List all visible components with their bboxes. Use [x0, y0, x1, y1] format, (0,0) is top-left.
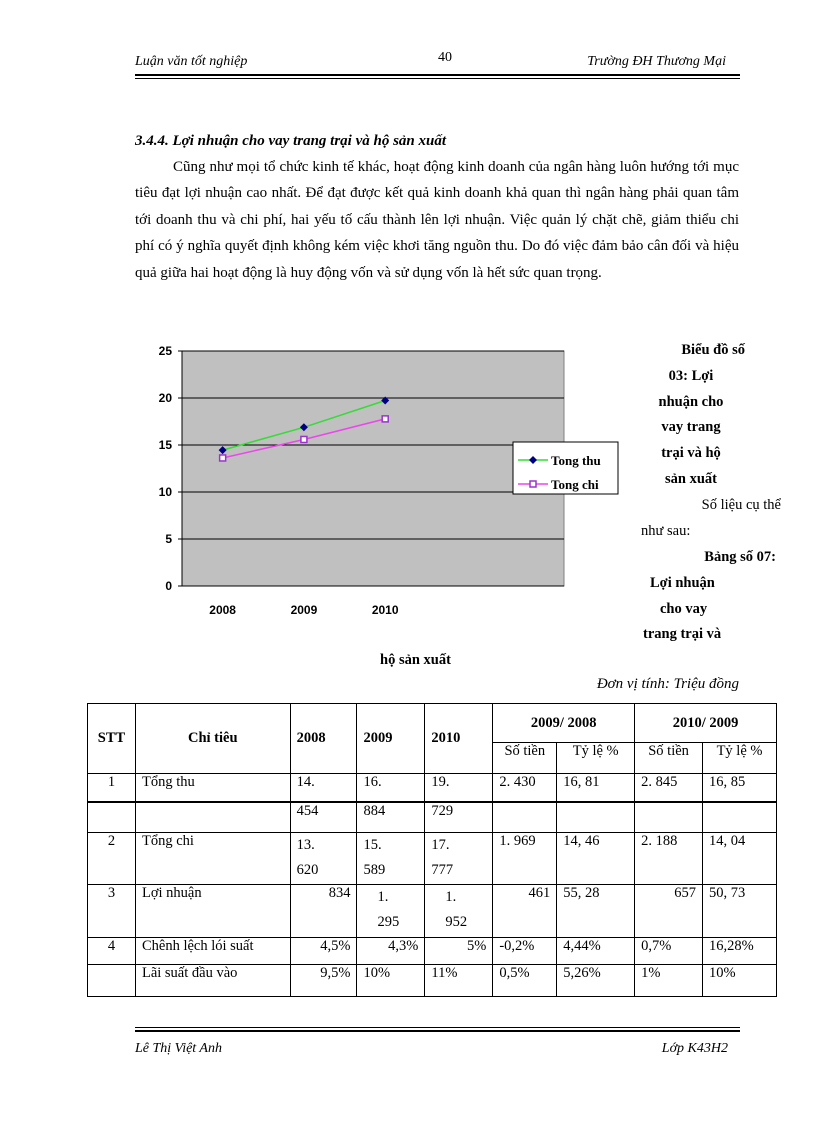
header-rule — [135, 74, 740, 76]
cell-ty-le-2: 16,28% — [703, 938, 777, 965]
y-tick-label: 5 — [165, 532, 172, 546]
header-left: Luận văn tốt nghiệp — [135, 54, 248, 69]
y-tick-label: 25 — [158, 344, 172, 358]
footer-right: Lớp K43H2 — [661, 1041, 728, 1056]
cell-so-tien-2: 0,7% — [635, 938, 703, 965]
header-rule-thin — [135, 78, 740, 79]
header-2010-2009: 2010/ 2009 — [635, 704, 777, 743]
cell-name: Lợi nhuận — [135, 885, 290, 938]
cell-ty-le-1: 4,44% — [557, 938, 635, 965]
cell-ty-le-2: 10% — [703, 965, 777, 997]
data-point — [382, 416, 388, 422]
chart-caption-line: 03: Lợi — [668, 367, 714, 384]
plot-area — [182, 351, 564, 586]
table-caption-line: Lợi nhuận — [650, 574, 715, 591]
table-row — [88, 885, 777, 938]
y-tick-label: 15 — [158, 438, 172, 452]
page-number: 40 — [438, 50, 452, 65]
subheader-so-tien: Số tiền — [635, 743, 703, 774]
cell-ty-le-1: 16, 81 — [557, 774, 635, 802]
footer-rule-thin — [135, 1027, 740, 1028]
profit-table — [87, 703, 777, 997]
y-tick-label: 0 — [165, 579, 172, 593]
cell-so-tien-2: 1% — [635, 965, 703, 997]
cell-so-tien-1: 1. 969 — [493, 833, 557, 885]
footer-left: Lê Thị Việt Anh — [135, 1041, 222, 1056]
table-caption-line: Bảng số 07: — [704, 549, 776, 565]
table-row — [88, 774, 777, 802]
table-caption-last: hộ sản xuất — [380, 652, 451, 668]
header-chi-tieu: Chỉ tiêu — [135, 704, 290, 774]
paragraph-text: Cũng như mọi tổ chức kinh tế khác, hoạt động kinh doanh của ngân hàng luôn hướng tới mục tiêu đạt lợi nhuận cao nhất. Để đạt được kết quả kinh doanh khả quan thì ngân hàng phải quan tâm tới doanh thu và chi phí, hai yếu tố cấu thành lên lợi nhuận. Việc quản lý chặt chẽ, giảm thiểu chi phí có ý nghĩa quyết định không kém việc khơi tăng nguồn thu. Do đó việc đảm bảo cân đối và hiệu quả giữa hai hoạt động là huy động vốn và sử dụng vốn là hết sức quan trọng. — [135, 159, 739, 281]
cell-ty-le-2: 14, 04 — [703, 833, 777, 885]
cell-2010: 5% — [425, 938, 493, 965]
cell-2008: 834 — [290, 885, 357, 938]
cell-2009: 15. 589 — [357, 833, 425, 885]
cell-stt: 4 — [88, 938, 136, 965]
chart-caption-line: sản xuất — [665, 470, 717, 487]
cell-2009: 10% — [357, 965, 425, 997]
data-point — [220, 455, 226, 461]
header-stt: STT — [88, 704, 136, 774]
chart-note — [641, 492, 781, 544]
cell-2008: 9,5% — [290, 965, 357, 997]
chart-note-line: Số liệu cụ thể — [701, 497, 781, 513]
footer-rule — [135, 1030, 740, 1032]
cell-2009: 884 — [357, 802, 425, 833]
cell-2008: 4,5% — [290, 938, 357, 965]
cell-so-tien-2: 657 — [635, 885, 703, 938]
cell-2009: 4,3% — [357, 938, 425, 965]
table-caption-line: cho vay — [660, 600, 708, 617]
chart-caption-line: trại và hộ — [661, 445, 721, 462]
table-row — [88, 833, 777, 885]
cell-ty-le-1 — [557, 802, 635, 833]
cell-so-tien-1: 461 — [493, 885, 557, 938]
cell-stt: 3 — [88, 885, 136, 938]
cell-2010: 19. — [425, 774, 493, 802]
subheader-ty-le: Tỷ lệ % — [557, 743, 635, 774]
cell-ty-le-2: 50, 73 — [703, 885, 777, 938]
cell-2008: 13. 620 — [290, 833, 357, 885]
cell-2010: 729 — [425, 802, 493, 833]
cell-2008: 14. — [290, 774, 357, 802]
cell-so-tien-1: -0,2% — [493, 938, 557, 965]
cell-stt — [88, 965, 136, 997]
cell-ty-le-2 — [703, 802, 777, 833]
cell-2010: 17. 777 — [425, 833, 493, 885]
cell-ty-le-2: 16, 85 — [703, 774, 777, 802]
cell-so-tien-2 — [635, 802, 703, 833]
cell-2010: 11% — [425, 965, 493, 997]
chart-legend — [513, 442, 618, 494]
cell-2009: 16. — [357, 774, 425, 802]
unit-label: Đơn vị tính: Triệu đồng — [596, 676, 739, 692]
header-2010: 2010 — [425, 704, 493, 774]
cell-so-tien-1 — [493, 802, 557, 833]
header-2008: 2008 — [290, 704, 357, 774]
header-2009-2008: 2009/ 2008 — [493, 704, 635, 743]
cell-stt: 1 — [88, 774, 136, 802]
x-axis-ticks — [209, 603, 399, 617]
chart-note-line: như sau: — [641, 523, 691, 539]
cell-name: Chênh lệch lói suất — [135, 938, 290, 965]
x-tick-label: 2008 — [209, 603, 236, 617]
cell-so-tien-1: 0,5% — [493, 965, 557, 997]
cell-name — [135, 802, 290, 833]
cell-name: Tổng thu — [135, 774, 290, 802]
table-row — [88, 802, 777, 833]
header-right: Trường ĐH Thương Mại — [587, 54, 726, 69]
x-tick-label: 2010 — [371, 603, 399, 617]
cell-2008: 454 — [290, 802, 357, 833]
y-tick-label: 10 — [158, 485, 172, 499]
table-row — [88, 938, 777, 965]
cell-stt — [88, 802, 136, 833]
chart-caption-line: nhuận cho — [658, 393, 724, 410]
cell-name: Lãi suất đầu vào — [135, 965, 290, 997]
table-caption-line: trang trại và — [643, 626, 722, 643]
cell-stt: 2 — [88, 833, 136, 885]
line-chart — [140, 340, 625, 625]
table-caption — [640, 545, 776, 648]
data-point — [301, 436, 307, 442]
cell-2010: 1. 952 — [425, 885, 493, 938]
section-paragraph — [135, 154, 739, 286]
cell-ty-le-1: 55, 28 — [557, 885, 635, 938]
cell-name: Tổng chi — [135, 833, 290, 885]
legend-label: Tong thu — [551, 453, 601, 468]
chart-caption-line: vay trang — [661, 419, 721, 436]
section-heading: 3.4.4. Lợi nhuận cho vay trang trại và hộ sản xuất — [135, 133, 447, 149]
chart-caption — [632, 338, 750, 493]
subheader-so-tien: Số tiền — [493, 743, 557, 774]
cell-ty-le-1: 14, 46 — [557, 833, 635, 885]
y-tick-label: 20 — [158, 391, 172, 405]
subheader-ty-le: Tỷ lệ % — [703, 743, 777, 774]
legend-label: Tong chi — [551, 477, 599, 492]
table-row — [88, 965, 777, 997]
y-axis-ticks — [159, 344, 182, 593]
cell-2009: 1. 295 — [357, 885, 425, 938]
cell-ty-le-1: 5,26% — [557, 965, 635, 997]
legend-marker — [530, 481, 536, 487]
cell-so-tien-1: 2. 430 — [493, 774, 557, 802]
cell-so-tien-2: 2. 845 — [635, 774, 703, 802]
header-2009: 2009 — [357, 704, 425, 774]
cell-so-tien-2: 2. 188 — [635, 833, 703, 885]
x-tick-label: 2009 — [290, 603, 318, 617]
chart-caption-line: Biểu đồ số — [681, 342, 745, 358]
